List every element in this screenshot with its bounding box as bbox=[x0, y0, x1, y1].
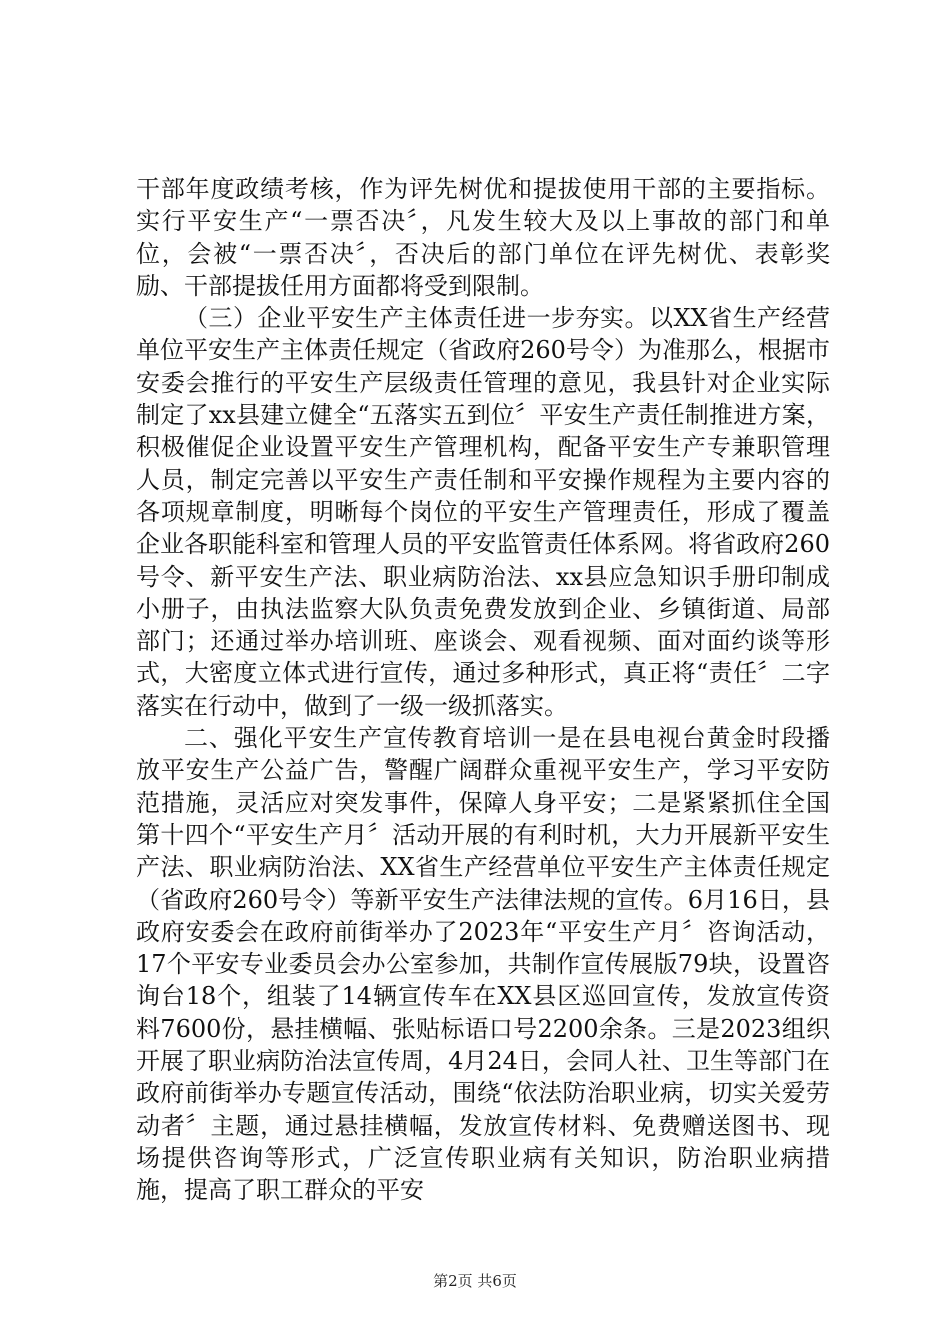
paragraph-1: 干部年度政绩考核，作为评先树优和提拔使用干部的主要指标。实行平安生产“一票否决〞，凡发生较大及以上事故的部门和单位，会被“一票否决〞，否决后的部门单位在评先树优、表彰奖励、干部提拔任用方面都将受到限制。 bbox=[136, 175, 830, 300]
paragraph-3: 二、强化平安生产宣传教育培训一是在县电视台黄金时段播放平安生产公益广告，警醒广阔群众重视平安生产，学习平安防范措施，灵活应对突发事件，保障人身平安；二是紧紧抓住全国第十四个“平安生产月〞活动开展的有利时机，大力开展新平安生产法、职业病防治法、XX省生产经营单位平安生产主体责任规定（省政府260号令）等新平安生产法律法规的宣传。6月16日，县政府安委会在政府前街举办了2023年“平安生产月〞咨询活动，17个平安专业委员会办公室参加，共制作宣传展版79块，设置咨询台18个，组装了14辆宣传车在XX县区巡回宣传，发放宣传资料7600份，悬挂横幅、张贴标语口号2200余条。三是2023组织开展了职业病防治法宣传周，4月24日，会同人社、卫生等部门在政府前街举办专题宣传活动，围绕“依法防治职业病，切实关爱劳动者〞主题，通过悬挂横幅，发放宣传材料、免费赠送图书、现场提供咨询等形式，广泛宣传职业病有关知识，防治职业病措施，提高了职工群众的平安 bbox=[136, 724, 830, 1205]
document-body bbox=[136, 173, 830, 1207]
page-number-footer: 第2页 共6页 bbox=[433, 1272, 517, 1290]
paragraph-2: （三）企业平安生产主体责任进一步夯实。以XX省生产经营单位平安生产主体责任规定（省政府260号令）为准那么，根据市安委会推行的平安生产层级责任管理的意见，我县针对企业实际制定了xx县建立健全“五落实五到位〞平安生产责任制推进方案，积极催促企业设置平安生产管理机构，配备平安生产专兼职管理人员，制定完善以平安生产责任制和平安操作规程为主要内容的各项规章制度，明晰每个岗位的平安生产管理责任，形成了覆盖企业各职能科室和管理人员的平安监管责任体系网。将省政府260号令、新平安生产法、职业病防治法、xx县应急知识手册印制成小册子，由执法监察大队负责免费发放到企业、乡镇街道、局部部门；还通过举办培训班、座谈会、观看视频、面对面约谈等形式，大密度立体式进行宣传，通过多种形式，真正将“责任〞二字落实在行动中，做到了一级一级抓落实。 bbox=[136, 304, 830, 720]
